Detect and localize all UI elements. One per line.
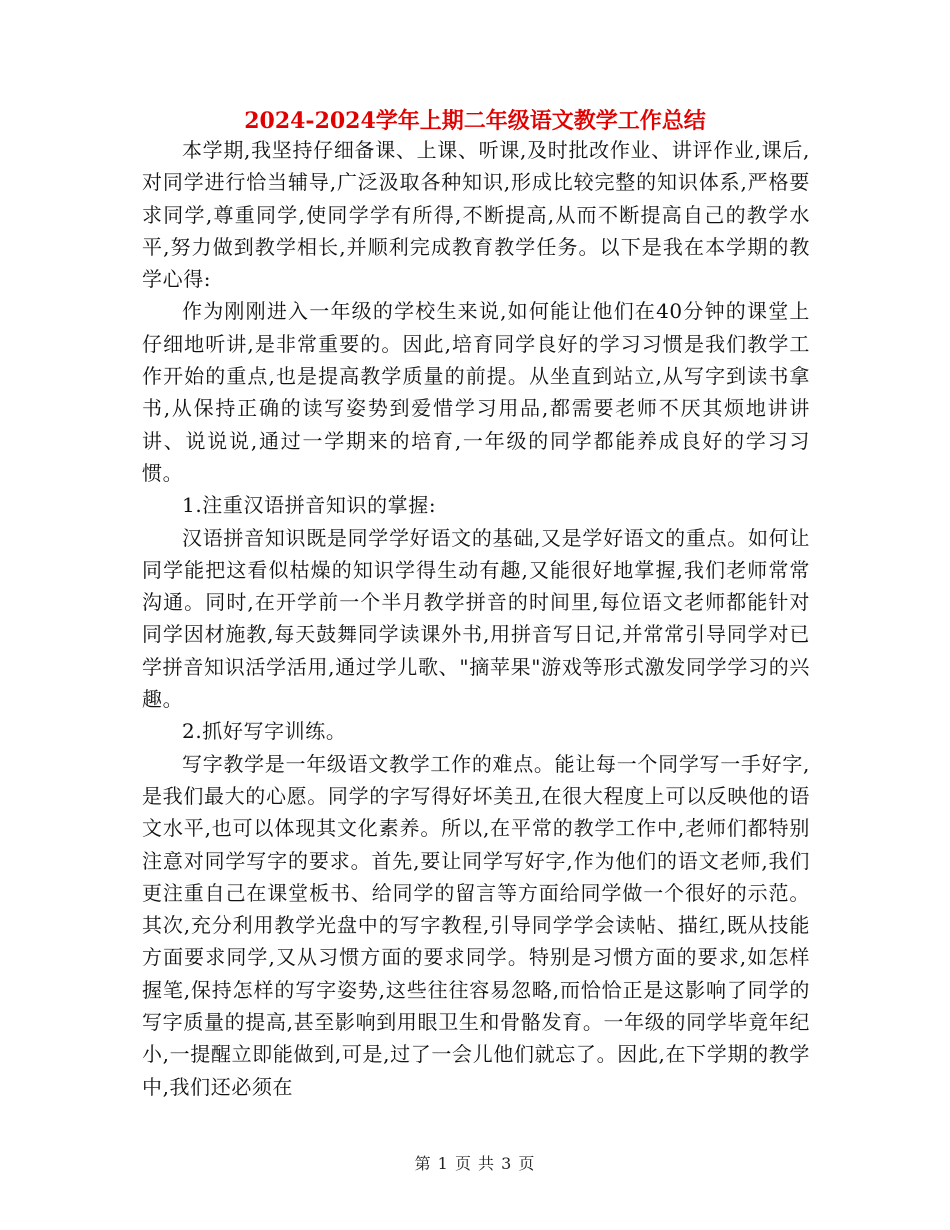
section-heading-pinyin: 1.注重汉语拼音知识的掌握: bbox=[182, 493, 437, 518]
page-footer: 第 1 页 共 3 页 bbox=[414, 1154, 536, 1173]
document-title: 2024-2024学年上期二年级语文教学工作总结 bbox=[244, 108, 706, 134]
section-heading-writing: 2.抓好写字训练。 bbox=[182, 719, 347, 744]
document-body bbox=[142, 134, 810, 1103]
paragraph-habits: 作为刚刚进入一年级的学校生来说,如何能让他们在40分钟的课堂上仔细地听讲,是非常重要的。因此,培育同学良好的学习习惯是我们教学工作开始的重点,也是提高教学质量的前提。从坐直到站立,从写字到读书拿书,从保持正确的读写姿势到爱惜学习用品,都需要老师不厌其烦地讲讲讲、说说说,通过一学期来的培育,一年级的同学都能养成良好的学习习惯。 bbox=[142, 299, 810, 485]
paragraph-pinyin: 汉语拼音知识既是同学学好语文的基础,又是学好语文的重点。如何让同学能把这看似枯燥的知识学得生动有趣,又能很好地掌握,我们老师常常沟通。同时,在开学前一个半月教学拼音的时间里,每位语文老师都能针对同学因材施教,每天鼓舞同学读课外书,用拼音写日记,并常常引导同学对已学拼音知识活学活用,通过学儿歌、"摘苹果"游戏等形式激发同学学习的兴趣。 bbox=[142, 525, 810, 712]
paragraph-writing: 写字教学是一年级语文教学工作的难点。能让每一个同学写一手好字,是我们最大的心愿。同学的字写得好坏美丑,在很大程度上可以反映他的语文水平,也可以体现其文化素养。所以,在平常的教学工作中,老师们都特别注意对同学写字的要求。首先,要让同学写好字,作为他们的语文老师,我们更注重自己在课堂板书、给同学的留言等方面给同学做一个很好的示范。其次,充分利用教学光盘中的写字教程,引导同学学会读帖、描红,既从技能方面要求同学,又从习惯方面的要求同学。特别是习惯方面的要求,如怎样握笔,保持怎样的写字姿势,这些往往容易忽略,而恰恰正是这影响了同学的写字质量的提高,甚至影响到用眼卫生和骨骼发育。一年级的同学毕竟年纪小,一提醒立即能做到,可是,过了一会儿他们就忘了。因此,在下学期的教学中,我们还必须在 bbox=[142, 751, 810, 1099]
paragraph-intro: 本学期,我坚持仔细备课、上课、听课,及时批改作业、讲评作业,课后,对同学进行恰当辅导,广泛汲取各种知识,形成比较完整的知识体系,严格要求同学,尊重同学,使同学学有所得,不断提高,从而不断提高自己的教学水平,努力做到教学相长,并顺利完成教育教学任务。以下是我在本学期的教学心得: bbox=[142, 138, 810, 292]
